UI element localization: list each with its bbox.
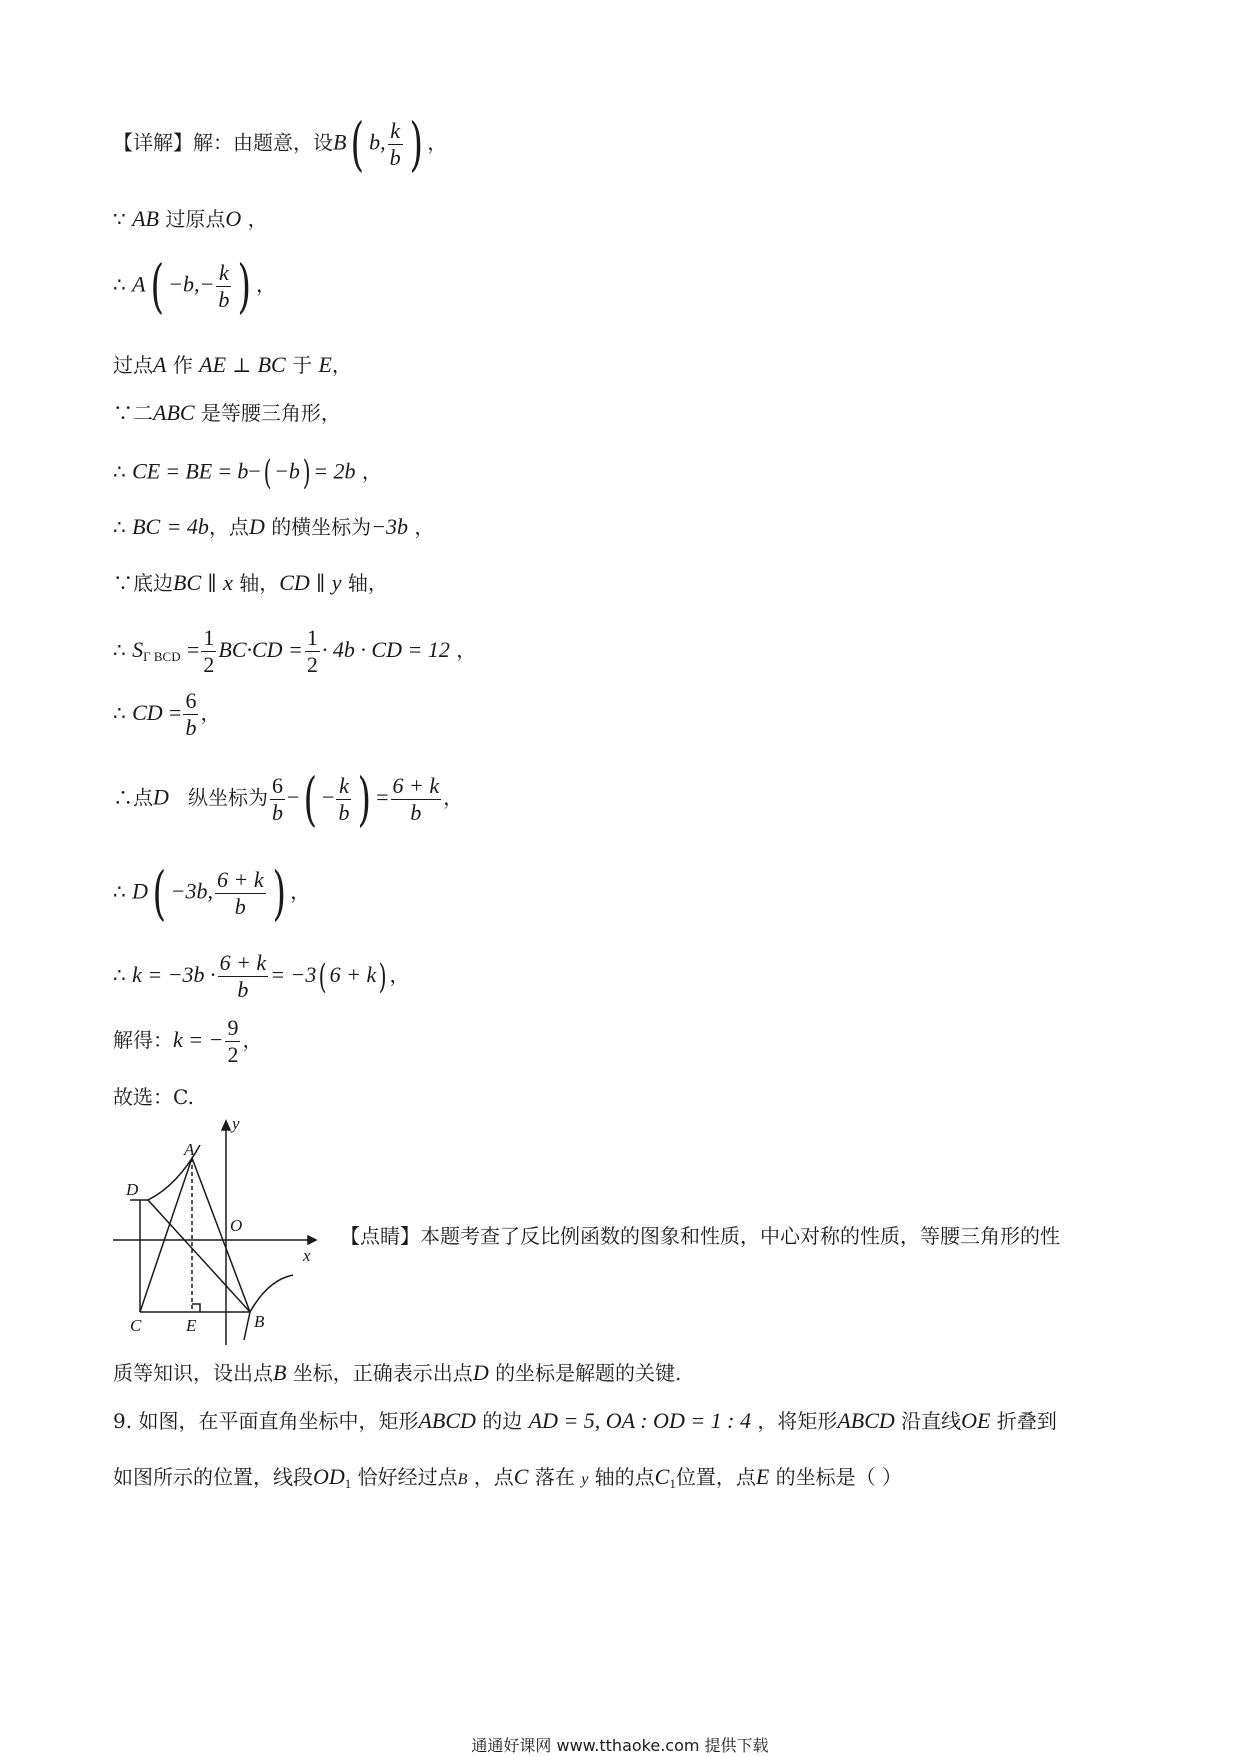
solution-line-4: 过点A 作 AE ⊥ BC 于 E， <box>113 352 352 377</box>
hyperbola-right-tail <box>244 1312 250 1340</box>
fraction: $\frac{6 + k}{b}$ <box>216 866 264 919</box>
label-A: A <box>184 1140 195 1159</box>
solution-line-14: 解得：k = − $\frac{9}{2}$ ， <box>113 1015 263 1067</box>
solution-line-7: ∴ BC = 4b，点D 的横坐标为−3b ， <box>113 514 435 539</box>
hyperbola-right <box>250 1275 293 1312</box>
geometry-figure <box>108 1115 318 1355</box>
solution-line-6: ∴ CE = BE = b−( −b) = 2b ， <box>113 453 382 493</box>
segment-AC <box>140 1158 192 1312</box>
solution-line-2: ∵ AB 过原点O ， <box>113 206 268 231</box>
solution-line-9: ∴ $S_{\Gamma BCD}$ = $\frac{1}{2}$ BC·CD = $\frac{1}{2}$ · 4b · CD = 12 ， <box>113 625 477 677</box>
segment-AB <box>192 1158 250 1312</box>
solution-line-16: 质等知识，设出点B 坐标，正确表示出点D 的坐标是解题的关键. <box>113 1360 682 1385</box>
solution-line-13: ∴ k = −3b · $\frac{6 + k}{b}$ = −3( 6 + k) ， <box>113 950 410 1002</box>
solution-line-10: ∴ CD = $\frac{6}{b}$ ， <box>113 688 221 740</box>
question-9-line-1: 9. 如图，在平面直角坐标中，矩形ABCD 的边 AD = 5, OA : OD = 1 : 4 ，将矩形ABCD 沿直线OE 折叠到 <box>113 1408 1057 1433</box>
footer-watermark: 通通好课网 www.tthaoke.com 提供下载 <box>471 1736 769 1755</box>
fraction: $\frac{6 + k}{b}$ <box>219 950 267 1002</box>
fraction: $\frac{k}{b}$ <box>338 772 350 825</box>
fraction: $\frac{k}{b}$ <box>389 117 401 170</box>
fraction: $\frac{1}{2}$ <box>306 625 318 677</box>
fraction: $\frac{k}{b}$ <box>218 259 230 312</box>
fraction: $\frac{6}{b}$ <box>185 688 197 740</box>
solution-line-5: ∵⼆ABC 是等腰三角形， <box>113 400 341 425</box>
label-x: x <box>303 1246 311 1265</box>
fraction: $\frac{6}{b}$ <box>271 772 283 825</box>
label-C: C <box>130 1316 142 1335</box>
solution-line-15: 故选：C. <box>113 1085 194 1109</box>
solution-line-8: ∵底边BC ∥ x 轴，CD ∥ y 轴， <box>113 570 388 595</box>
label-O: O <box>230 1216 243 1235</box>
dianjing-text: 【点睛】本题考查了反比例函数的图象和性质，中心对称的性质，等腰三角形的性 <box>340 1224 1060 1248</box>
label-y: y <box>232 1115 240 1133</box>
paren-left: ( <box>350 110 365 178</box>
label-D: D <box>126 1180 139 1199</box>
label-B: B <box>254 1312 265 1331</box>
solution-line-12: ∴ D( −3b, $\frac{6 + k}{b}$ ) ， <box>113 859 311 927</box>
paren-right: ) <box>409 110 423 178</box>
label-E: E <box>186 1316 197 1335</box>
fraction: $\frac{1}{2}$ <box>203 625 215 677</box>
y-axis-arrow <box>222 1121 230 1130</box>
x-axis-arrow <box>308 1236 316 1244</box>
solution-line-3: ∴ A( −b,− $\frac{k}{b}$ ) ， <box>113 252 277 320</box>
question-9-line-2: 如图所示的位置，线段$OD_1$ 恰好经过点B ，点C 落在 y 轴的点$C_1$位置，点E 的坐标是（ ） <box>113 1464 903 1491</box>
solution-line-11: ∴点D 纵坐标为 $\frac{6}{b}$ −( − $\frac{k}{b}$ ) = $\frac{6 + k}{b}$ ， <box>113 765 464 833</box>
right-angle-mark <box>192 1304 200 1312</box>
fraction: $\frac{6 + k}{b}$ <box>392 772 440 825</box>
solution-line-1: 【详解】解：由题意，设B( b, $\frac{k}{b}$ ) ， <box>113 110 448 178</box>
fraction: $\frac{9}{2}$ <box>227 1015 239 1067</box>
